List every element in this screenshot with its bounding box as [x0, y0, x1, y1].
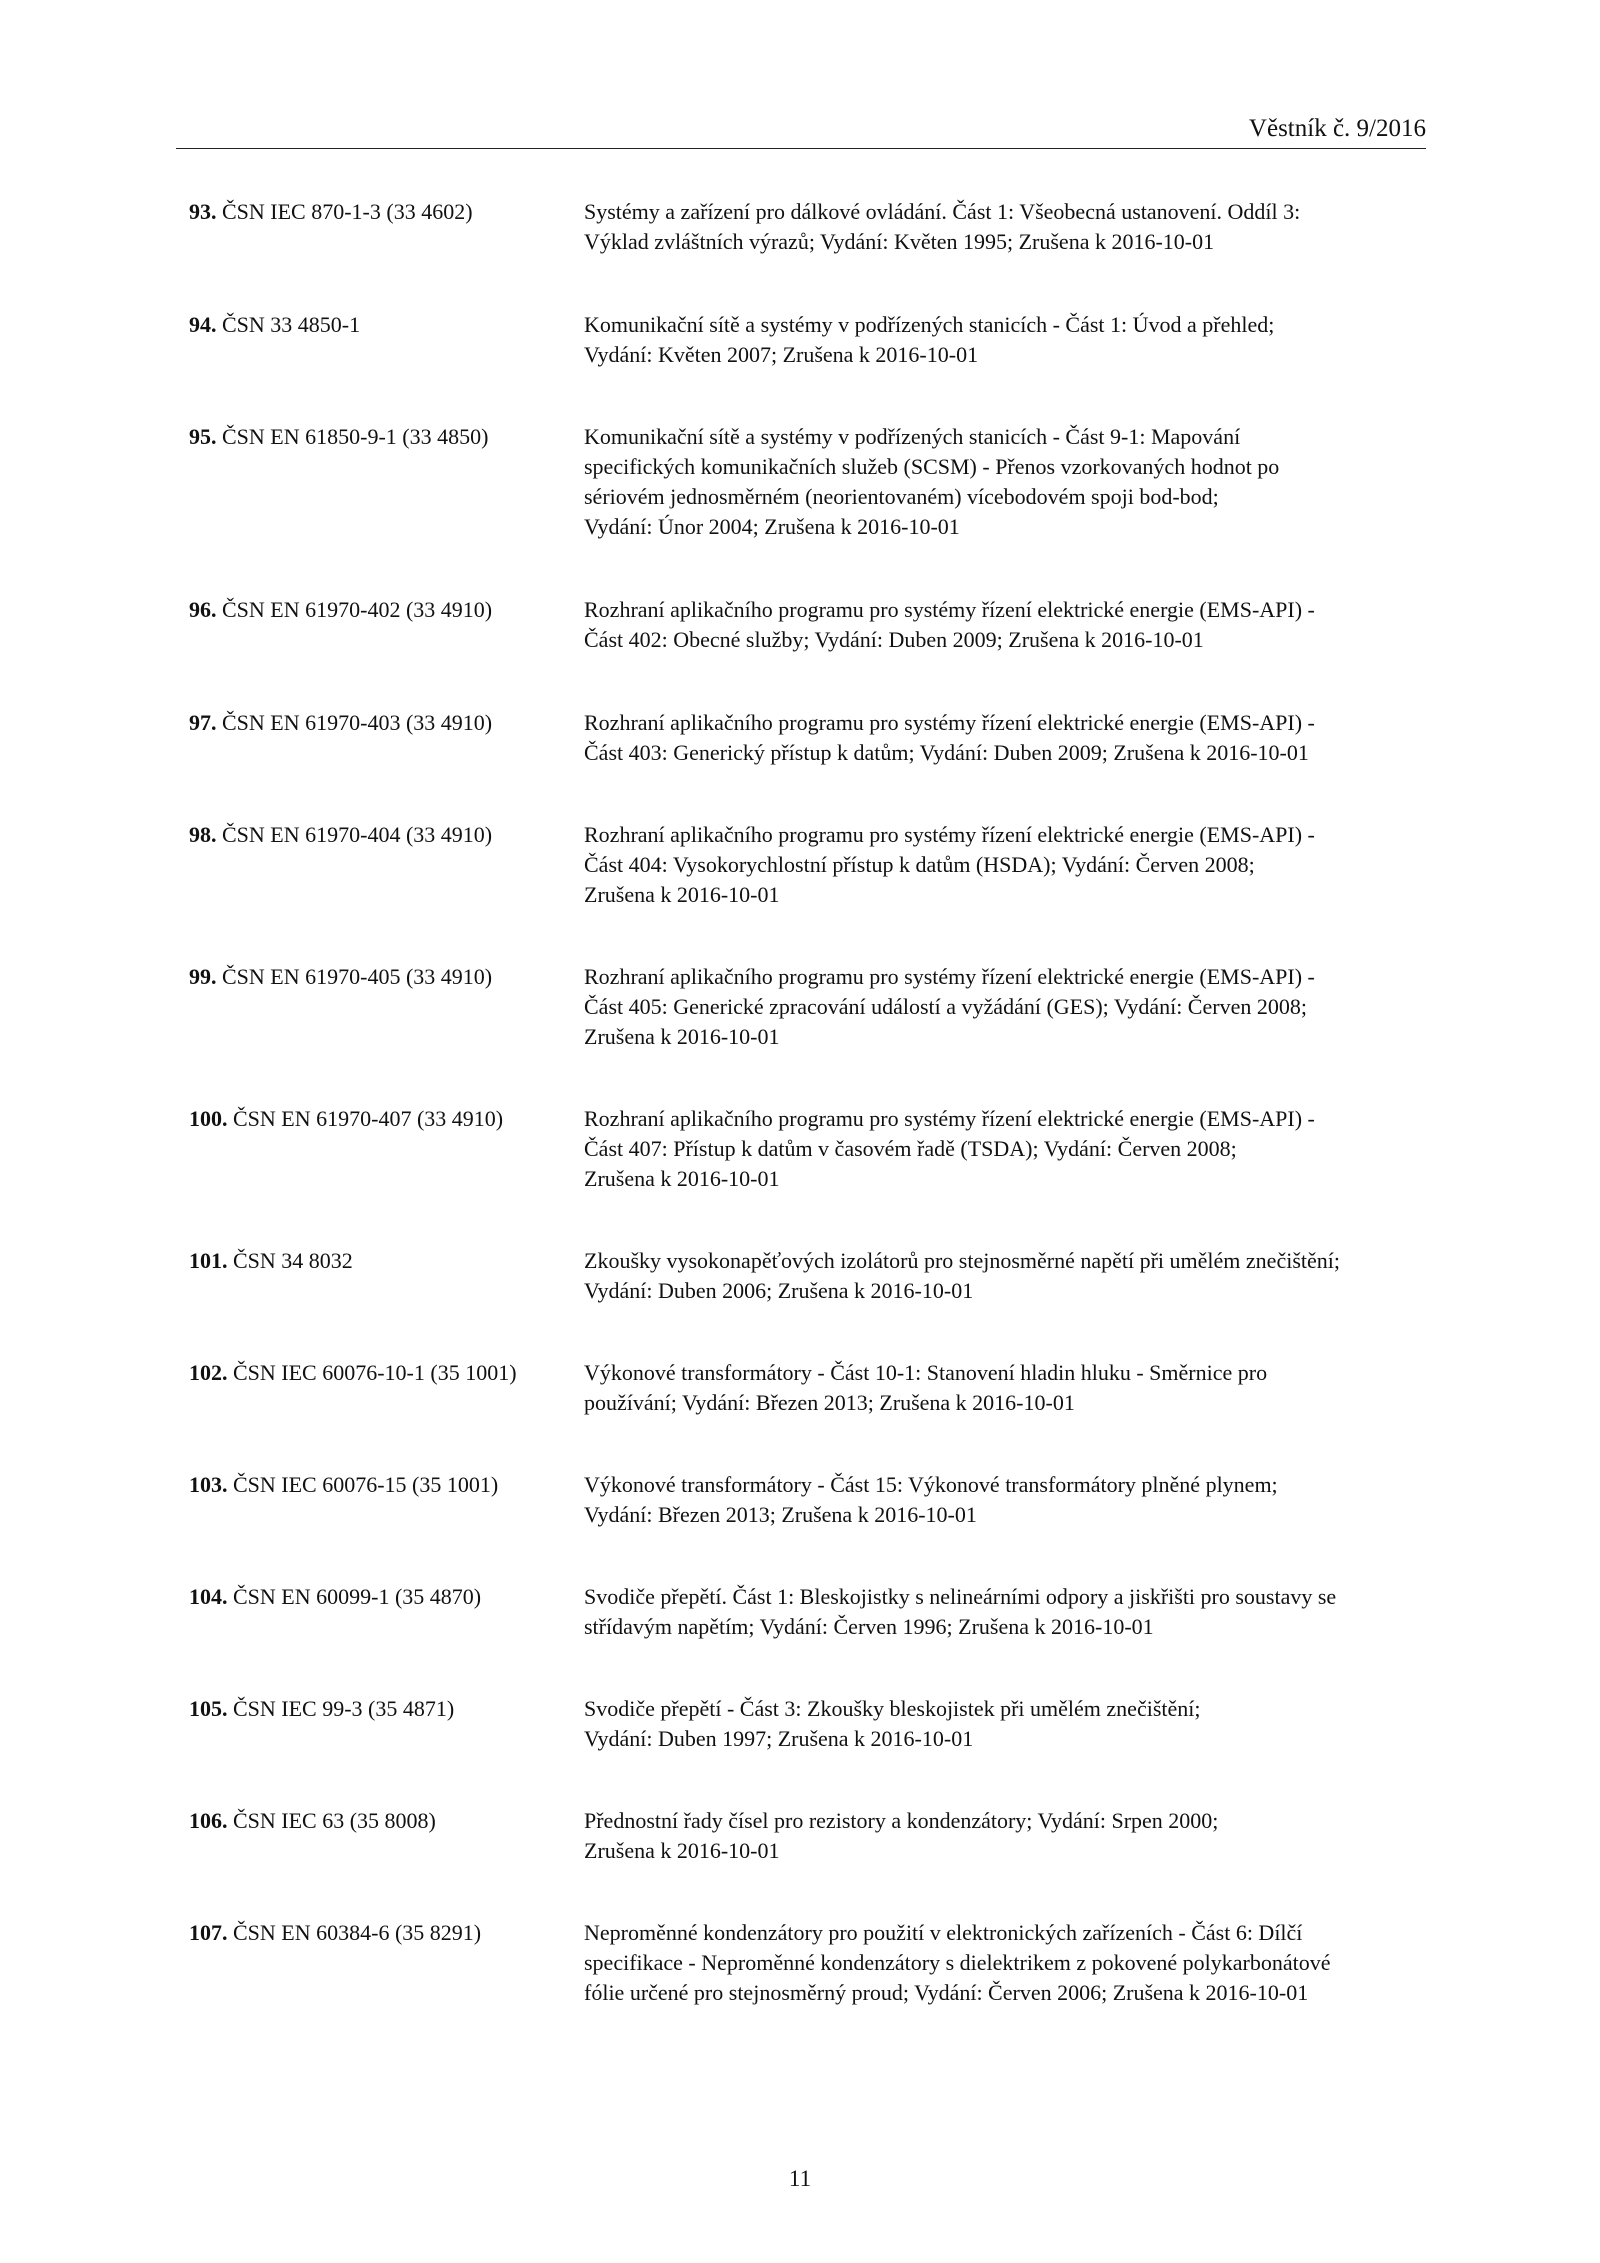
standard-id — [189, 1806, 436, 1836]
standard-description — [584, 1246, 1429, 1306]
standard-code: ČSN EN 61970-403 (33 4910) — [216, 710, 493, 735]
description-line: Rozhraní aplikačního programu pro systémy řízení elektrické energie (EMS-API) - — [584, 964, 1315, 989]
description-line: Komunikační sítě a systémy v podřízených stanicích - Část 9-1: Mapování — [584, 424, 1241, 449]
description-line: Část 405: Generické zpracování událostí a vyžádání (GES); Vydání: Červen 2008; — [584, 994, 1307, 1019]
standard-code: ČSN EN 61970-407 (33 4910) — [227, 1106, 504, 1131]
description-line: Rozhraní aplikačního programu pro systémy řízení elektrické energie (EMS-API) - — [584, 1106, 1315, 1131]
standard-description — [584, 197, 1429, 257]
description-line: Výkonové transformátory - Část 15: Výkonové transformátory plněné plynem; — [584, 1472, 1278, 1497]
standard-code: ČSN IEC 60076-15 (35 1001) — [227, 1472, 499, 1497]
standard-description — [584, 1104, 1429, 1194]
standard-code: ČSN EN 61970-404 (33 4910) — [216, 822, 493, 847]
description-line: Rozhraní aplikačního programu pro systémy řízení elektrické energie (EMS-API) - — [584, 597, 1315, 622]
page-number: 11 — [788, 2166, 812, 2191]
description-line: Vydání: Květen 2007; Zrušena k 2016-10-01 — [584, 342, 979, 367]
entry-number: 103. — [189, 1472, 228, 1497]
standard-code: ČSN EN 60099-1 (35 4870) — [227, 1584, 482, 1609]
standard-code: ČSN EN 61970-405 (33 4910) — [216, 964, 493, 989]
standard-description — [584, 820, 1429, 910]
description-line: Část 407: Přístup k datům v časovém řadě (TSDA); Vydání: Červen 2008; — [584, 1136, 1237, 1161]
standard-code: ČSN IEC 99-3 (35 4871) — [227, 1696, 455, 1721]
standard-code: ČSN IEC 870-1-3 (33 4602) — [216, 199, 473, 224]
standard-id — [189, 962, 492, 992]
entry-number: 96. — [189, 597, 217, 622]
standard-code: ČSN EN 60384-6 (35 8291) — [227, 1920, 482, 1945]
standard-description — [584, 1470, 1429, 1530]
entry-number: 104. — [189, 1584, 228, 1609]
description-line: Zrušena k 2016-10-01 — [584, 882, 780, 907]
description-line: Svodiče přepětí - Část 3: Zkoušky bleskojistek při umělém znečištění; — [584, 1696, 1201, 1721]
description-line: Svodiče přepětí. Část 1: Bleskojistky s nelineárními odpory a jiskřišti pro soustavy se — [584, 1584, 1337, 1609]
description-line: Vydání: Únor 2004; Zrušena k 2016-10-01 — [584, 514, 960, 539]
standard-id — [189, 1918, 481, 1948]
description-line: Vydání: Duben 2006; Zrušena k 2016-10-01 — [584, 1278, 974, 1303]
description-line: Zrušena k 2016-10-01 — [584, 1166, 780, 1191]
standard-description — [584, 1918, 1429, 2008]
entry-number: 98. — [189, 822, 217, 847]
standard-id — [189, 820, 492, 850]
description-line: Rozhraní aplikačního programu pro systémy řízení elektrické energie (EMS-API) - — [584, 822, 1315, 847]
standard-id — [189, 595, 492, 625]
description-line: fólie určené pro stejnosměrný proud; Vydání: Červen 2006; Zrušena k 2016-10-01 — [584, 1980, 1309, 2005]
description-line: Vydání: Březen 2013; Zrušena k 2016-10-01 — [584, 1502, 977, 1527]
standard-code: ČSN EN 61850-9-1 (33 4850) — [216, 424, 489, 449]
description-line: Rozhraní aplikačního programu pro systémy řízení elektrické energie (EMS-API) - — [584, 710, 1315, 735]
entry-number: 101. — [189, 1248, 228, 1273]
description-line: Zkoušky vysokonapěťových izolátorů pro stejnosměrné napětí při umělém znečištění; — [584, 1248, 1340, 1273]
description-line: Část 404: Vysokorychlostní přístup k datům (HSDA); Vydání: Červen 2008; — [584, 852, 1255, 877]
standard-description — [584, 422, 1429, 542]
standard-description — [584, 1806, 1429, 1866]
description-line: Vydání: Duben 1997; Zrušena k 2016-10-01 — [584, 1726, 974, 1751]
entry-number: 107. — [189, 1920, 228, 1945]
entry-number: 97. — [189, 710, 217, 735]
standard-code: ČSN IEC 63 (35 8008) — [227, 1808, 436, 1833]
standard-id — [189, 1246, 353, 1276]
description-line: Část 402: Obecné služby; Vydání: Duben 2009; Zrušena k 2016-10-01 — [584, 627, 1204, 652]
description-line: Přednostní řady čísel pro rezistory a kondenzátory; Vydání: Srpen 2000; — [584, 1808, 1219, 1833]
description-line: specifických komunikačních služeb (SCSM) - Přenos vzorkovaných hodnot po — [584, 454, 1280, 479]
standard-description — [584, 595, 1429, 655]
standard-code: ČSN IEC 60076-10-1 (35 1001) — [227, 1360, 517, 1385]
standard-description — [584, 708, 1429, 768]
description-line: Zrušena k 2016-10-01 — [584, 1024, 780, 1049]
standard-code: ČSN 34 8032 — [227, 1248, 353, 1273]
description-line: Výklad zvláštních výrazů; Vydání: Květen 1995; Zrušena k 2016-10-01 — [584, 229, 1215, 254]
standard-id — [189, 422, 488, 452]
standard-id — [189, 310, 360, 340]
entry-number: 105. — [189, 1696, 228, 1721]
description-line: Systémy a zařízení pro dálkové ovládání. Část 1: Všeobecná ustanovení. Oddíl 3: — [584, 199, 1301, 224]
standard-id — [189, 708, 492, 738]
standard-id — [189, 1582, 481, 1612]
bulletin-title: Věstník č. 9/2016 — [1248, 115, 1426, 142]
standard-code: ČSN 33 4850-1 — [216, 312, 361, 337]
standard-code: ČSN EN 61970-402 (33 4910) — [216, 597, 493, 622]
description-line: Komunikační sítě a systémy v podřízených stanicích - Část 1: Úvod a přehled; — [584, 312, 1275, 337]
standard-description — [584, 962, 1429, 1052]
description-line: používání; Vydání: Březen 2013; Zrušena k 2016-10-01 — [584, 1390, 1075, 1415]
description-line: sériovém jednosměrném (neorientovaném) vícebodovém spoji bod-bod; — [584, 484, 1219, 509]
standard-id — [189, 1470, 498, 1500]
entry-number: 102. — [189, 1360, 228, 1385]
entry-number: 100. — [189, 1106, 228, 1131]
standard-id — [189, 197, 473, 227]
description-line: Výkonové transformátory - Část 10-1: Stanovení hladin hluku - Směrnice pro — [584, 1360, 1268, 1385]
entry-number: 94. — [189, 312, 217, 337]
description-line: Zrušena k 2016-10-01 — [584, 1838, 780, 1863]
entry-number: 93. — [189, 199, 217, 224]
standard-id — [189, 1694, 454, 1724]
description-line: specifikace - Neproměnné kondenzátory s dielektrikem z pokovené polykarbonátové — [584, 1950, 1331, 1975]
standard-id — [189, 1104, 503, 1134]
entry-number: 99. — [189, 964, 217, 989]
standard-description — [584, 1358, 1429, 1418]
standard-description — [584, 1694, 1429, 1754]
standard-id — [189, 1358, 517, 1388]
standard-description — [584, 1582, 1429, 1642]
entry-number: 106. — [189, 1808, 228, 1833]
page-header — [176, 108, 1426, 149]
description-line: střídavým napětím; Vydání: Červen 1996; Zrušena k 2016-10-01 — [584, 1614, 1154, 1639]
standard-description — [584, 310, 1429, 370]
description-line: Část 403: Generický přístup k datům; Vydání: Duben 2009; Zrušena k 2016-10-01 — [584, 740, 1309, 765]
description-line: Neproměnné kondenzátory pro použití v elektronických zařízeních - Část 6: Dílčí — [584, 1920, 1303, 1945]
entry-number: 95. — [189, 424, 217, 449]
